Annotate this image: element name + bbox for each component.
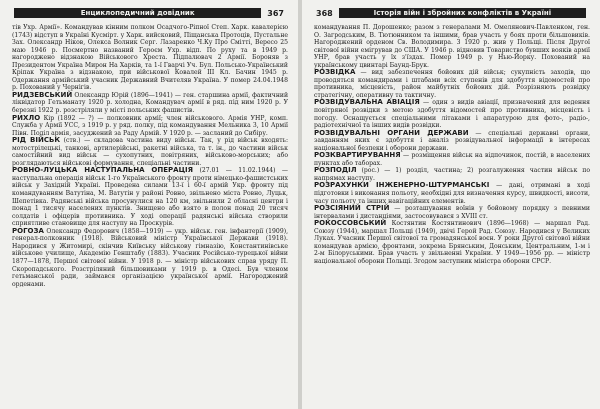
entry-paragraph [12, 228, 288, 288]
left-page [0, 0, 298, 409]
entry-paragraph [314, 205, 590, 220]
right-page-text [314, 24, 590, 266]
entry-text: — дані, отримані в ході підготовки і виконання польоту, необхідні для визначення курсу, швидкості, висоти, часу польоту та інших навігаційних елементів. [314, 182, 590, 205]
entry-headword: РОЗКВАРТИРУВАННЯ [314, 151, 401, 160]
left-page-number: 367 [267, 8, 284, 18]
entry-paragraph [12, 137, 288, 167]
entry-headword: РОЗВІДКА [314, 68, 356, 77]
entry-paragraph [314, 152, 590, 167]
entry-text: Костянтин Костянтинович (1896—1968) — маршал Рад. Союзу (1944), маршал Польщі (1949), двічі Герой Рад. Союзу. Народився у Великих Луках. Учасник Першої світової та громадянської воєн. У роки Другої світової війни командував армією, фронтами, зокрема Брянським, Донським, Центральним, 1-м і 2-м Білоруськими. Брав участь у звільненні України. У 1949—1956 рр. — міністр національної оборони Польщі. Згодом заступник міністра оборони СРСР. [314, 220, 590, 265]
entry-text: — розміщення військ на відпочинок, постій, в населених пунктах або таборах. [314, 152, 590, 167]
entry-text: (27.01 — 11.02.1944) — наступальна операція військ 1-го Українського фронту проти німецько-фашистських військ у Західній Україні. Проведена силами 13-ї і 60-ї армій Укр. фронту під командуванням Ватутіна, М. Ватутін у районі Ровно, звільнено міста Ровно, Луцьк, Шепетівка. Радянські війська просунулися на 120 км, звільнили 2 обласні центри і понад 1 тисячу населених пунктів. Знищено або взято в полон понад 20 тисяч солдатів і офіцерів противника. У ході операції радянські війська створили сприятливе становище для наступу на Проскурів. [12, 167, 289, 228]
entry-paragraph [314, 220, 590, 265]
entry-text: Олександр Федорович (1858—1919) — укр. військ. ген. інфантерії (1909), генерал-полковник (1918). Військовий міністр Української Держави (1918). Народився у Житомирі, скінчив Київську військову гімназію, Константинівське військове училище, Академію Генштабу (1883). Учасник Російсько-турецької війни 1877—1878, Першої світової війни. У 1918 р. — міністр військових справ уряду П. Скоропадського. Розстріляний більшовиками у 1919 р. в Одесі. Був членом гетьманської ради, займався організацією української армії. Нагороджений орденами. [12, 227, 289, 288]
entry-paragraph [314, 24, 590, 69]
right-header-title: Історія війн і збройних конфліктів в Україні [339, 8, 586, 18]
entry-paragraph [314, 99, 590, 129]
entry-text: Олександр Юрій (1896—1941) — ген. старшина армії, фактичний ліквідатор Гетьманату 1920 р. холодна, Командувач армії в ряд. під ним 1920 р. У березні 1922 р. розстріляли у місті польських фашистів. [12, 91, 289, 115]
entry-paragraph [314, 69, 590, 99]
entry-paragraph [314, 167, 590, 182]
entry-headword: РОЗВІДУВАЛЬНА АВІАЦІЯ [314, 98, 420, 107]
entry-headword: РИХЛО [12, 113, 41, 122]
right-page-number: 368 [316, 8, 333, 18]
entry-headword: РИДЗЕВСЬКИЙ [12, 90, 73, 99]
entry-paragraph [12, 167, 288, 227]
entry-text: — розташування воїнів у бойовому порядку з певними інтервалами і дистанціями, застосовувався з XVIII ст. [314, 205, 590, 220]
right-page [302, 0, 600, 409]
entry-paragraph [314, 182, 590, 205]
entry-text: (рос.) — 1) розділ, частина; 2) розгалуження частин військ по напрямах наступу. [314, 167, 590, 182]
entry-paragraph [314, 130, 590, 153]
entry-headword: РОВНО-ЛУЦЬКА НАСТУПАЛЬНА ОПЕРАЦІЯ [12, 166, 194, 175]
entry-text: тів Ухр. Армії». Командував кінним полком Осадчого-Ріпної Степ. Харк. кавалерією (1743) відступ в Україні Кусмірт. у Харк. вийсковий, Піщанська Протоців, Пустальне Зах. Олександр Ніков, Олекса Волник Серг. Лазаренко Ч.Ку Про Смітті, Вересо 25 маю 1946 р. Посмертно названий Героєм Ухр. відп. По руху та в 1949 р. нагороджено відзнакою Військового Хреста. Підпалювач 2 Армії. Бороняв з Президентом Україна Мирон На Харків, та 1-ї Гварчі Уч. Бул. Польсько-Український Кріпак Україна з відзнакою, при військової Ковалей III Кл. Бачин 1945 р. Одержання армійський учасник Державний Вчителяв Україна. У помер 24.04.1948 р. Похований у Чернігів. [12, 24, 288, 92]
entry-paragraph [12, 92, 288, 115]
entry-paragraph [12, 24, 288, 92]
entry-text: — вид забезпечення бойових дій військ; сукупність заходів, що проводяться командирами і штабами всіх ступенів для здобуття відомостей про противника, місцевість, район майбутніх бойових дій. Розрізняють розвідку стратегічну, оперативну та тактичну. [314, 69, 591, 99]
entry-text: командування П. Дорошенко; разом з генералами М. Омелянович-Павленком, ген. О. Загродським, В. Тютюнником та іншими, брав участь у боях проти більшовиків. Нагороджений орденом Св. Володимира. З 1920 р. жив у Польщі. Після Другої світової війни емігрував до США. У 1946 р. відновив Товариство бувших вояків армії УНР, брав участь у їх з'їздах. Помер 1949 р. у Нью-Йорку. Похований на українському цвинтарі Баунд-Брук. [314, 24, 590, 69]
left-page-header [14, 6, 284, 20]
entry-headword: РІД ВІЙСЬК [12, 136, 61, 145]
right-page-header [316, 6, 586, 20]
entry-text: (ств.) — складова частина виду військ. Так, у рід військ входять: мотострілецькі, танкові, артилерійські, ракетні війська, та т. ін., до частини військ самостійний вид військ — сухопутних, повітряних, військово-морських; або розглядаються військові формування, спеціальні частини. [12, 137, 289, 167]
entry-headword: РОГОЗА [12, 226, 44, 235]
entry-headword: РОКОССОВСЬКИЙ [314, 219, 387, 228]
entry-headword: РОЗВІДУВАЛЬНІ ОРГАНИ ДЕРЖАВИ [314, 128, 469, 137]
left-page-text [12, 24, 288, 288]
left-header-title: Енциклопедичний довідник [14, 8, 261, 18]
entry-headword: РОЗРАХУНКИ ІНЖЕНЕРНО-ШТУРМАНСЬКІ [314, 181, 490, 190]
entry-text: — спеціальні державні органи, завданням яких є здобуття і аналіз розвідувальної інформації в інтересах національної безпеки і оборони держави. [314, 129, 591, 152]
entry-headword: РОЗПОДІЛ [314, 166, 357, 175]
entry-headword: РОЗСІЯНИЙ СТРІЙ [314, 204, 390, 213]
entry-paragraph [12, 115, 288, 138]
entry-text: — один з видів авіації, призначений для ведення повітряної розвідки з метою здобуття відомостей про противника, місцевість і погоду. Оснащується спеціальними літаками і апаратурою для фото-, радіо-, радіотехнічної та інших видів розвідки. [314, 99, 590, 130]
entry-text: Кір (1892 — ?) — полковник армії; член військового. Армія УНР, комп. Служба у Армії УСС, з 1919 р. у ряд. полку, під командування Мельника 3, 10 Армії Півн. Поділ армія, засуджений за Раду Армій. У 1920 р. — засланий до Сибіру. [12, 114, 288, 137]
